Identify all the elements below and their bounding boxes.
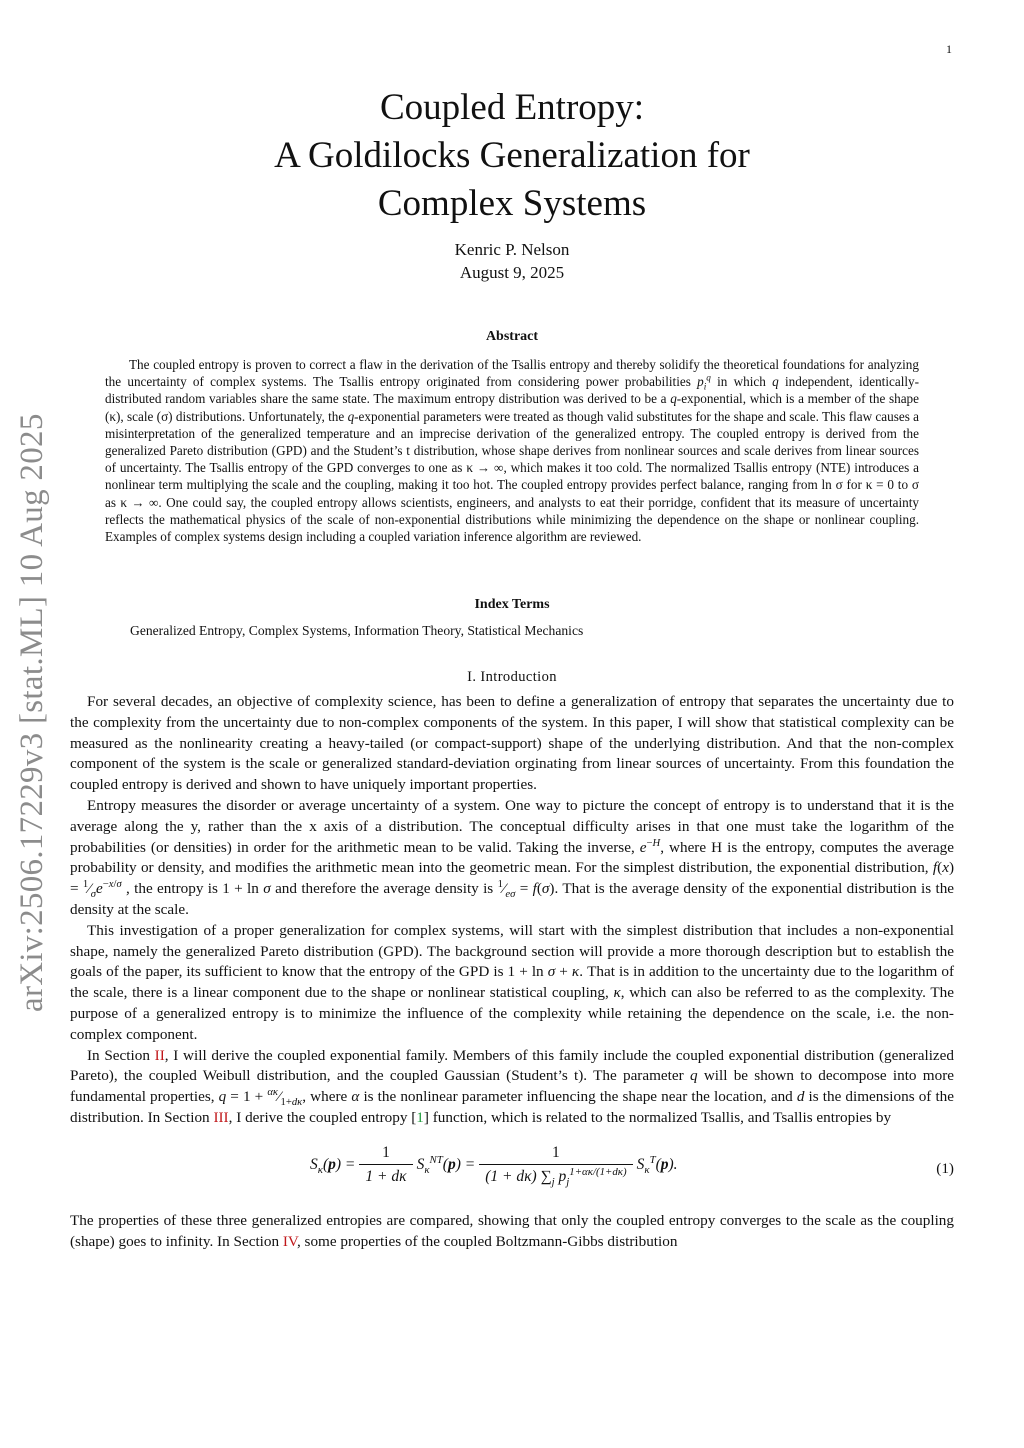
- section-ref-iv[interactable]: IV: [282, 1232, 297, 1250]
- title-line-2: A Goldilocks Generalization for: [274, 135, 750, 176]
- title-line-1: Coupled Entropy:: [379, 87, 645, 128]
- abstract-text: The coupled entropy is proven to correct a flaw in the derivation of the Tsallis entropy and thereby solidify the theoretical foundations for analyzing the uncertainty of complex systems. The Tsallis entropy originated from considering power probabilities $p_i^q$ in which q independent, identically-distributed random variables share the same state. The maximum entropy distribution was derived to be a q-exponential, which is a member of the shape (κ), scale (σ) distributions. Unfortunately, the q-exponential parameters were treated as though valid substitutes for the shape and scale. This flaw causes a misinterpretation of the generalized temperature and an imprecise derivation of the generalized entropy. The coupled entropy is derived from the generalized Pareto distribution (GPD) and the Student’s t distribution, whose shape derives from nonlinear sources and scale derives from linear sources of uncertainty. The Tsallis entropy of the GPD converges to one as κ → ∞, which makes it too cold. The normalized Tsallis entropy (NTE) introduces a nonlinear term multiplying the scale and the coupling, making it too hot. The coupled entropy provides perfect balance, ranging from ln σ for κ = 0 to σ as κ → ∞. One could say, the coupled entropy allows scientists, engineers, and analysts to eat their porridge, confident that its measure of uncertainty reflects the mathematical physics of the scale of non-exponential distributions while minimizing the dependence on the shape or nonlinear coupling. Examples of complex systems design including a coupled variation inference algorithm are reviewed.: [105, 357, 920, 545]
- author-name: Kenric P. Nelson: [454, 240, 570, 259]
- equation-1: $S_\kappa(p)$ = $\frac{1}{1 + d\kappa}$ $S_\kappa^{NT}(p)$ = $\frac{1}{(1 + d\kappa) \sum_j p_j^{1+\alpha\kappa/(1+d\kappa)}}$ $S_\kappa^T(p)$. (1): [310, 1143, 954, 1188]
- page-number: 1: [946, 42, 952, 56]
- index-terms: Generalized Entropy, Complex Systems, Information Theory, Statistical Mechanics: [130, 623, 584, 638]
- arxiv-stamp: arXiv:2506.17229v3 [stat.ML] 10 Aug 2025: [14, 413, 50, 1012]
- section-ref-iii[interactable]: III: [213, 1108, 229, 1126]
- title-line-3: Complex Systems: [377, 183, 647, 224]
- section-ref-ii[interactable]: II: [154, 1046, 165, 1064]
- intro-paragraph-4: In Section II, I will derive the coupled exponential family. Members of this family include the coupled exponential distribution (generalized Pareto), the coupled Weibull distribution, and the coupled Gaussian (Student’s t). The parameter q will be shown to decompose into more fundamental properties, $q = 1 + ^{\alpha\kappa}⁄_{1+d\kappa}$, where α is the nonlinear parameter influencing the shape near the location, and d is the dimensions of the distribution. In Section III, I derive the coupled entropy [1] function, which is related to the normalized Tsallis, and Tsallis entropies by: [70, 1046, 954, 1126]
- intro-paragraph-5: The properties of these three generalized entropies are compared, showing that only the coupled entropy converges to the scale as the coupling (shape) goes to infinity. In Section IV, some properties of the coupled Boltzmann-Gibbs distribution: [70, 1211, 954, 1250]
- publication-date: August 9, 2025: [459, 263, 565, 282]
- intro-paragraph-3: This investigation of a proper generalization for complex systems, will start with the simplest distribution that includes a non-exponential shape, namely the generalized Pareto distribution (GPD). The background section will provide a more thorough description but to establish the goals of the paper, its sufficient to know that the entropy of the GPD is 1 + ln σ + κ. That is in addition to the uncertainty due to the logarithm of the scale, there is a linear component due to the shape or nonlinear statistical coupling, κ, which can also be referred to as the complexity. The purpose of a generalized entropy is to minimize the influence of the complexity while retaining the dependence on the scale, i.e. the non-complex component.: [70, 921, 954, 1043]
- equation-number: (1): [936, 1159, 954, 1177]
- section-heading-introduction: I. Introduction: [467, 669, 557, 685]
- paper-title: [0, 84, 1024, 228]
- author-block: [0, 238, 1024, 284]
- index-terms-heading: Index Terms: [474, 597, 550, 612]
- intro-paragraph-1: For several decades, an objective of complexity science, has been to define a generalization of entropy that separates the uncertainty due to the complexity from the uncertainty due to non-complex components of the system. In this paper, I will show that statistical complexity can be measured as the nonlinearity creating a heavy-tailed (or compact-support) shape of the underlying distribution. And that the non-complex component of the system is the scale or generalized standard-deviation orginating from linear sources of uncertainty. From this foundation the coupled entropy is derived and shown to have uniquely important properties.: [70, 693, 954, 794]
- introduction-body: [70, 692, 954, 1252]
- citation-ref-1[interactable]: 1: [416, 1108, 424, 1126]
- intro-paragraph-2: Entropy measures the disorder or average uncertainty of a system. One way to picture the concept of entropy is to understand that it is the average along the y, rather than the x axis of a distribution. The conceptual difficulty arises in that one must take the logarithm of the probabilities (or densities) in order for the arithmetic mean to be valid. Taking the inverse, $e^{-H}$, where H is the entropy, computes the average probability or density, and modifies the arithmetic mean into the geometric mean. For the simplest distribution, the exponential distribution, $f(x) = ^1⁄_\sigma e^{-x/\sigma}$ , the entropy is 1 + ln σ and therefore the average density is $^1⁄_{e\sigma} = f(\sigma)$. That is the average density of the exponential distribution is the density at the scale.: [70, 796, 955, 918]
- abstract-heading: Abstract: [485, 329, 539, 344]
